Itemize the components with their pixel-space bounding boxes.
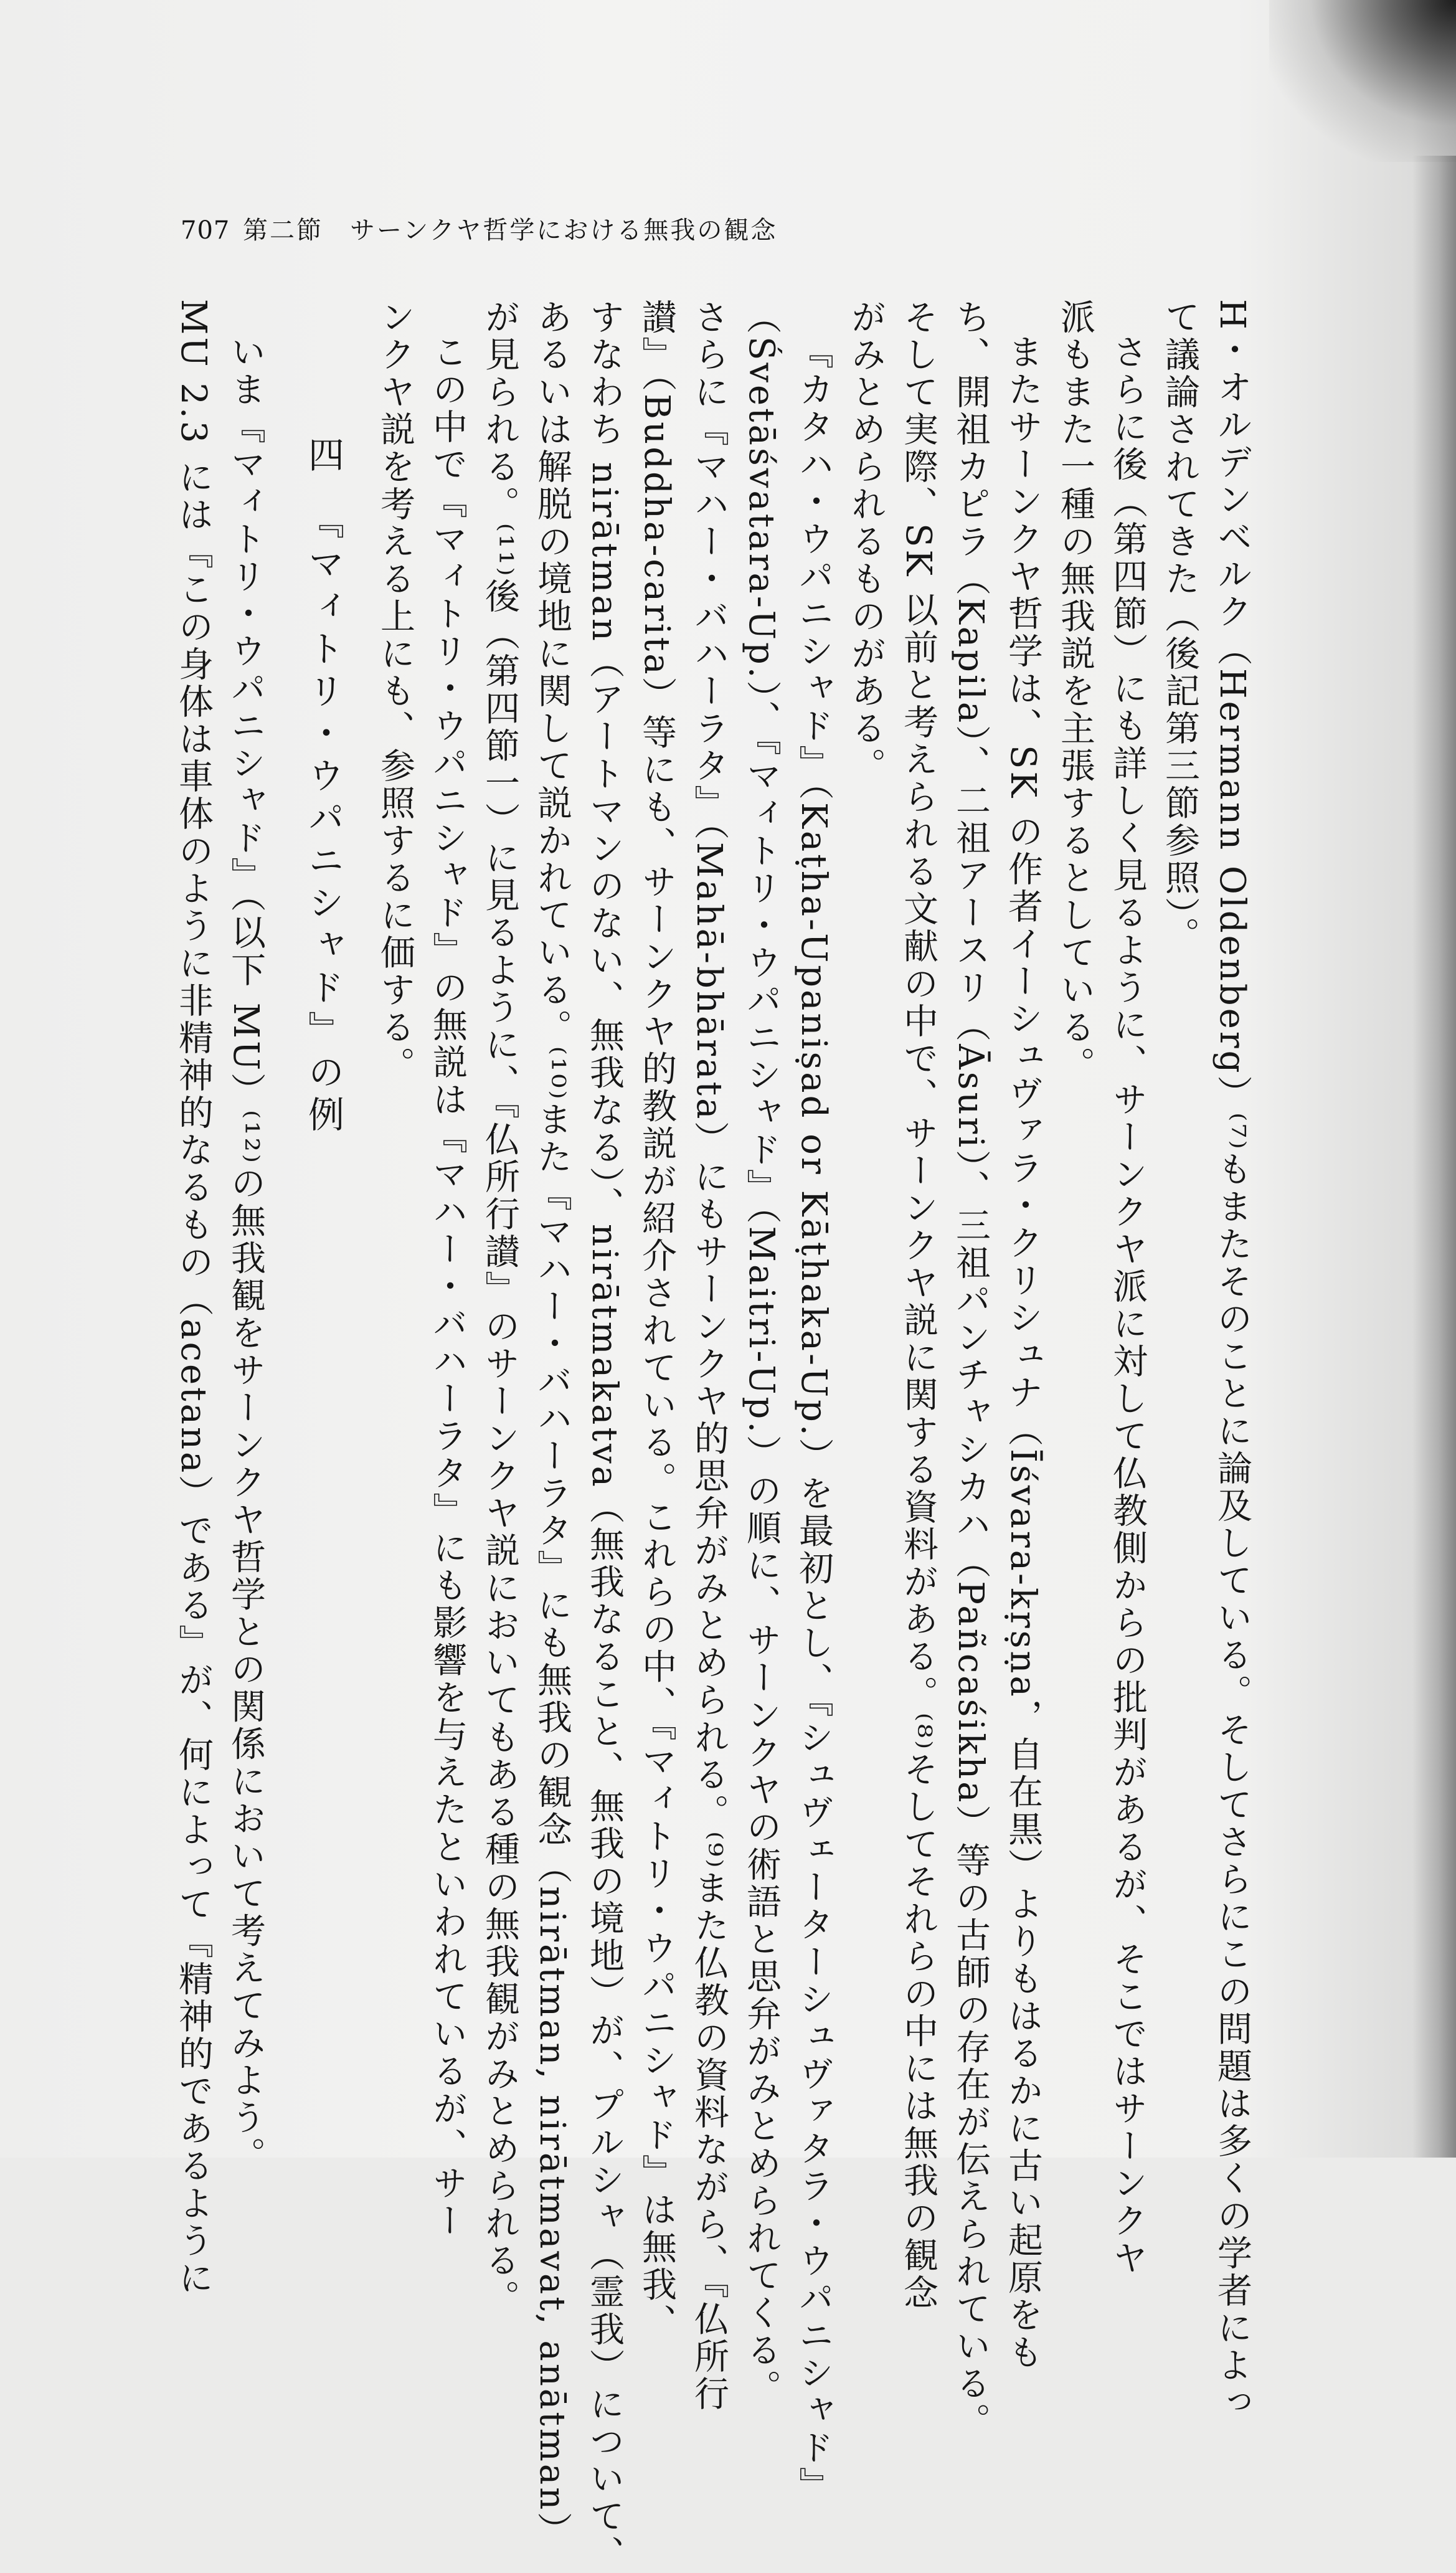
- text-line-19: MU 2.3 には『この身体は車体のように非精神的なるもの（acetana）である』が、何によって『精神的であるように: [173, 299, 214, 2298]
- text-line-18: いま『マィトリ・ウパニシャド』（以下 MU）⁽¹²⁾の無我観をサーンクヤ哲学との関係において考えてみよう。: [225, 334, 266, 2174]
- section-heading: 四 『マィトリ・ウパニシャド』の例: [302, 436, 344, 1138]
- text-line-4: 派もまた一種の無我説を主張するとしている。: [1055, 299, 1095, 1084]
- text-line-10: （Śvetāśvatara-Up.）、『マィトリ・ウパニシャド』（Maitri-Up.）の順に、サーンクヤの術語と思弁がみとめられてくる。: [741, 299, 782, 2407]
- page-number: 707: [181, 216, 230, 245]
- text-line-1: H・オルデンベルク（Hermann Oldenberg）⁽⁷⁾もまたそのことに論及している。そしてさらにこの問題は多くの学者によっ: [1212, 299, 1252, 2422]
- text-line-9: 『カタハ・ウパニシャド』（Kaṭha-Upaniṣad or Kāṭhaka-Up.）を最初とし、『シュヴェーターシュヴァタラ・ウパニシャド』: [793, 334, 834, 2504]
- text-line-7: そして実際、SK 以前と考えられる文献の中で、サーンクヤ説に関する資料がある。⁽⁸⁾そしてそれらの中には無我の観念: [898, 299, 938, 2312]
- text-line-8: がみとめられるものがある。: [846, 299, 886, 785]
- text-line-12: 讃』（Buddha-carita）等にも、サーンクヤ的教説が紹介されている。これらの中、『マィトリ・ウパニシャド』は無我、: [636, 299, 677, 2341]
- text-line-2: て議論されてきた（後記第三節参照）。: [1160, 299, 1200, 954]
- text-line-15: が見られる。⁽¹¹⁾後（第四節一）に見るように、『仏所行讃』のサーンクヤ説においてもある種の無我観がみとめられる。: [480, 299, 520, 2318]
- text-line-3: さらに後（第四節）にも詳しく見るように、サーンクヤ派に対して仏教側からの批判があるが、そこではサーンクヤ: [1107, 334, 1148, 2277]
- running-head: 第二節 サーンクヤ哲学における無我の観念: [243, 216, 778, 245]
- text-line-17: ンクヤ説を考える上にも、参照するに価する。: [375, 299, 415, 1084]
- text-line-11: さらに『マハー・バハーラタ』（Mahā-bhārata）にもサーンクヤ的思弁がみとめられる。⁽⁹⁾また仏教の資料ながら、『仏所行: [689, 299, 729, 2414]
- text-line-14: あるいは解脱の境地に関して説かれている。⁽¹⁰⁾また『マハー・バハーラタ』にも無我の観念（nirātman, nirātmavat, anātman）: [532, 299, 572, 2550]
- text-line-5: またサーンクヤ哲学は、SK の作者イーシュヴァラ・クリシュナ（Īśvara-kṛṣṇa，自在黒）よりもはるかに古い起原をも: [1003, 334, 1043, 2372]
- text-line-16: この中で『マィトリ・ウパニシャド』の無説は『マハー・バハーラタ』にも影響を与えたといわれているが、サー: [427, 334, 468, 2240]
- text-line-13: すなわち nirātman（アートマンのない、無我なる）、nirātmakatva（無我なること、無我の境地）が、プルシャ（霊我）について、: [584, 299, 625, 2573]
- text-line-6: ち、開祖カピラ（Kapila）、二祖アースリ（Āsuri）、三祖パンチャシカハ（Pañcaśikha）等の古師の存在が伝えられている。: [950, 299, 991, 2440]
